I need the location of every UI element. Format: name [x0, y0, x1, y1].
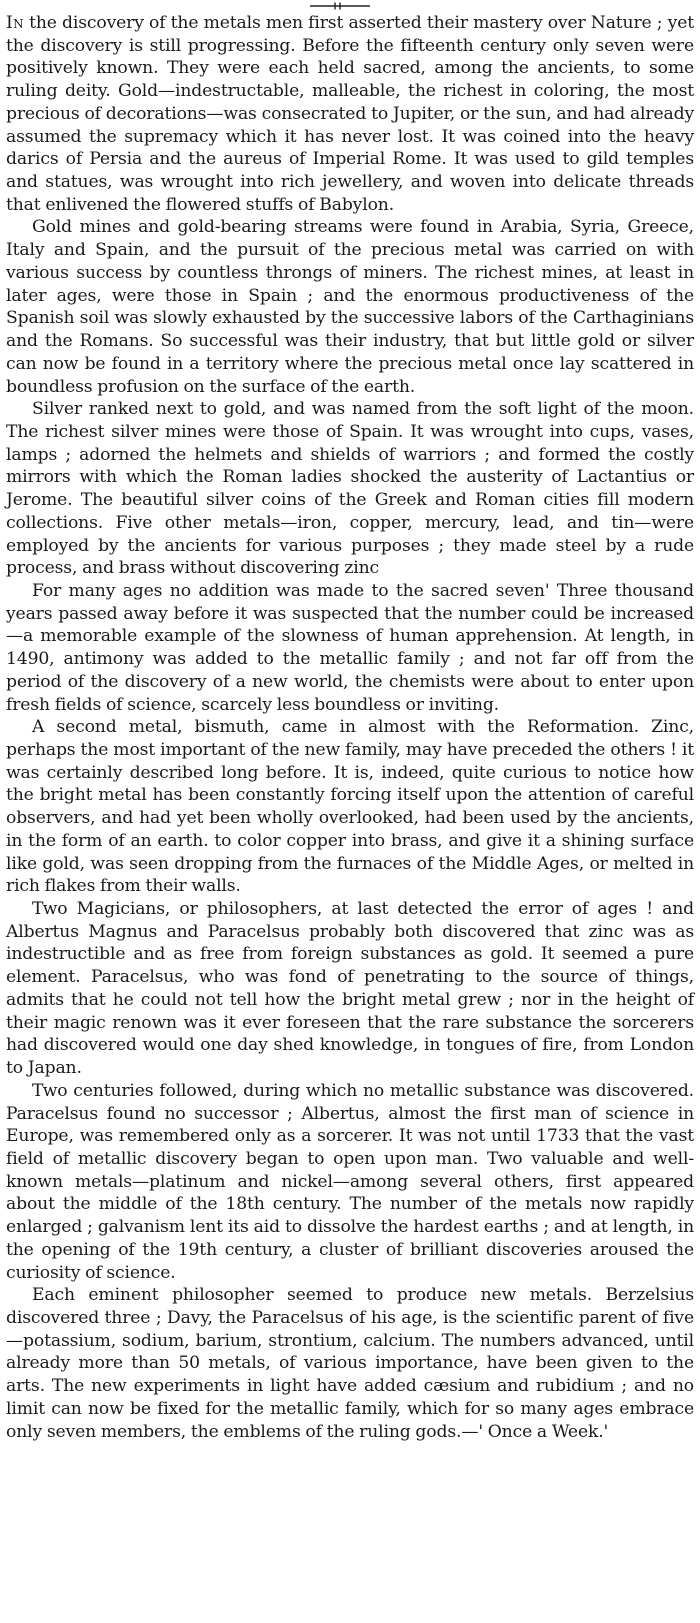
- article-paragraph-2: Gold mines and gold-bearing streams were found in Arabia, Syria, Greece, Italy and Spain, and the pursuit of the precious metal was carried on with various success by countless throngs of miners. The richest mines, at least in later ages, were those in Spain ; and the enormous productiveness of the Spanish soil was slowly exhausted by the successive labors of the Carthaginians and the Romans. So successful was their industry, that but little gold or silver can now be found in a territory where the precious metal once lay scattered in boundless profusion on the surface of the earth.: [6, 217, 694, 397]
- article-paragraph-3: Silver ranked next to gold, and was named from the soft light of the moon. The richest silver mines were those of Spain. It was wrought into cups, vases, lamps ; adorned the helmets and shields of warriors ; and formed the costly mirrors with which the Roman ladies shocked the austerity of Lactantius or Jerome. The beautiful silver coins of the Greek and Roman cities fill modern collections. Five other metals—iron, copper, mercury, lead, and tin—were employed by the ancients for various purposes ; they made steel by a rude process, and brass without discovering zinc: [6, 399, 694, 579]
- article-paragraph-1: [6, 12, 694, 216]
- ornament-divider-icon: [310, 2, 370, 10]
- ornamental-rule: [0, 0, 694, 12]
- article-paragraph-8: Each eminent philosopher seemed to produce new metals. Berzelsius discovered three ; Davy, the Paracelsus of his age, is the scientific parent of five—potassium, sodium, barium, strontium, calcium. The numbers advanced, until already more than 50 metals, of various importance, have been given to the arts. The new experiments in light have added cæsium and rubidium ; and no limit can now be fixed for the metallic family, which for so many ages embrace only seven members, the emblems of the ruling gods.—' Once a Week.': [6, 1285, 694, 1442]
- article-page: [6, 0, 694, 1443]
- article-paragraph-4: For many ages no addition was made to the sacred seven' Three thousand years passed away before it was suspected that the number could be increased—a memorable example of the slowness of human apprehension. At length, in 1490, antimony was added to the metallic family ; and not far off from the period of the discovery of a new world, the chemists were about to enter upon fresh fields of science, scarcely less boundless or inviting.: [6, 580, 694, 715]
- article-paragraph-7: Two centuries followed, during which no metallic substance was discovered. Paracelsus found no successor ; Albertus, almost the first man of science in Europe, was remembered only as a sorcerer. It was not until 1733 that the vast field of metallic discovery began to open upon man. Two valuable and well-known metals—platinum and nickel—among several others, first appeared about the middle of the 18th century. The number of the metals now rapidly enlarged ; galvanism lent its aid to dissolve the hardest earths ; and at length, in the opening of the 19th century, a cluster of brilliant discoveries aroused the curiosity of science.: [6, 1080, 694, 1283]
- paragraph-text: the discovery of the metals men first asserted their mastery over Nature ; yet the discovery is still progressing. Before the fifteenth century only seven were positively known. They were each held sacred, among the ancients, to some ruling deity. Gold—indestructable, malleable, the richest in coloring, the most precious of decorations—was consecrated to Jupiter, or the sun, and had already assumed the supremacy which it has never lost. It was coined into the heavy darics of Persia and the aureus of Imperial Rome. It was used to gild temples and statues, was wrought into rich jewellery, and woven into delicate threads that enlivened the flowered stuffs of Babylon.: [6, 13, 694, 215]
- lead-word: In: [6, 13, 24, 33]
- article-paragraph-6: Two Magicians, or philosophers, at last detected the error of ages ! and Albertus Magnus and Paracelsus probably both discovered that zinc was as indestructible and as free from foreign substances as gold. It seemed a pure element. Paracelsus, who was fond of penetrating to the source of things, admits that he could not tell how the bright metal grew ; nor in the height of their magic renown was it ever foreseen that the rare substance the sorcerers had discovered would one day shed knowledge, in tongues of fire, from London to Japan.: [6, 899, 694, 1079]
- article-paragraph-5: A second metal, bismuth, came in almost with the Reformation. Zinc, perhaps the most important of the new family, may have preceded the others ! it was certainly described long before. It is, indeed, quite curious to notice how the bright metal has been constantly forcing itself upon the attention of careful observers, and had yet been wholly overlooked, had been used by the ancients, in the form of an earth. to color copper into brass, and give it a shining surface like gold, was seen dropping from the furnaces of the Middle Ages, or melted in rich flakes from their walls.: [6, 717, 694, 897]
